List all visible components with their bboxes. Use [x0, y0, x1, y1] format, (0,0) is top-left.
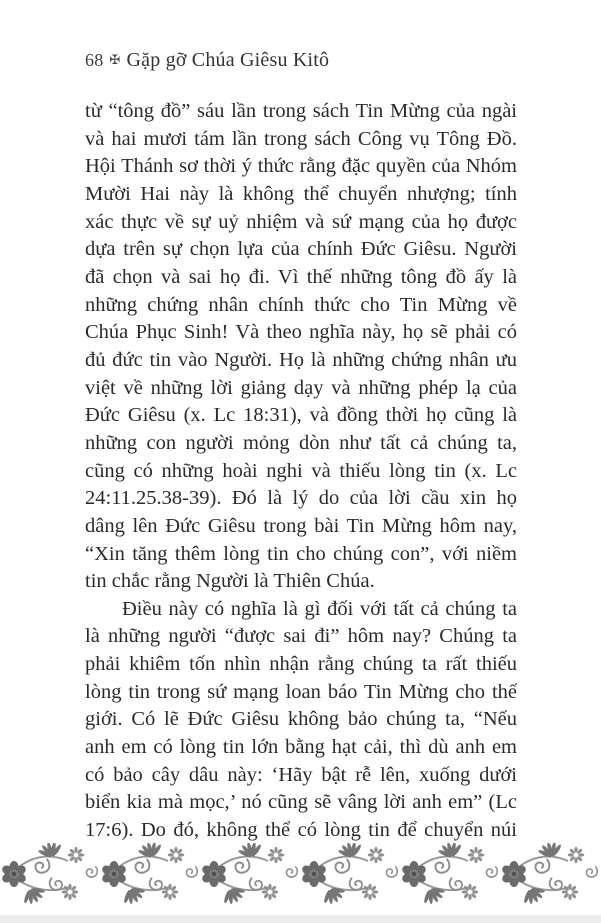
text-line: Điều này có nghĩa là gì đối với tất cả chúng ta	[122, 597, 517, 620]
text-line: dâng lên Đức Giêsu trong bài Tin Mừng hôm nay,	[85, 514, 517, 537]
text-line: biển kia mà mọc,’ nó cũng sẽ vâng lời anh em” (Lc	[85, 791, 517, 814]
book-title: Gặp gỡ Chúa Giêsu Kitô	[126, 49, 330, 71]
text-line: đã chọn và sai họ đi. Vì thế những tông đồ ấy là	[85, 265, 517, 288]
text-line: giới. Có lẽ Đức Giêsu không bảo chúng ta, “Nếu	[85, 708, 517, 731]
text-line: phải khiêm tốn nhìn nhận rằng chúng ta rất thiếu	[85, 653, 517, 676]
text-line: lòng tin trong sứ mạng loan báo Tin Mừng cho thế	[85, 680, 517, 703]
text-line: đủ đức tin vào Người. Họ là những chứng nhân ưu	[85, 348, 517, 371]
text-line: việt về những lời giảng dạy và những phép lạ của	[85, 376, 517, 399]
text-line: 24:11.25.38-39). Đó là lý do của lời cầu xin họ	[85, 487, 517, 510]
page-body	[85, 98, 517, 845]
text-line: anh em có lòng tin lớn bằng hạt cải, thì dù anh em	[85, 736, 517, 759]
page-number: 68	[85, 50, 104, 70]
text-line: Chúa Phục Sinh! Và theo nghĩa này, họ sẽ phải có	[85, 321, 517, 344]
paragraph	[85, 596, 517, 845]
text-line: từ “tông đồ” sáu lần trong sách Tin Mừng của ngài	[85, 100, 517, 122]
page-header	[85, 49, 329, 72]
text-line: là những người “được sai đi” hôm nay? Chúng ta	[85, 625, 517, 648]
text-line: 17:6). Do đó, không thể có lòng tin để chuyển núi	[85, 819, 517, 842]
text-line: xác thực về sự uỷ nhiệm và sứ mạng của họ được	[85, 210, 517, 233]
text-line: Hội Thánh sơ thời ý thức rằng đặc quyền của Nhóm	[85, 155, 517, 178]
text-line: Mười Hai này là không thể chuyển nhượng; tính	[85, 182, 517, 205]
text-line: “Xin tăng thêm lòng tin cho chúng con”, với niềm	[85, 542, 517, 565]
floral-border-ornament	[0, 843, 601, 905]
text-line: tin chắc rằng Người là Thiên Chúa.	[85, 570, 375, 593]
text-line: Đức Giêsu (x. Lc 18:31), và đồng thời họ cũng là	[85, 404, 517, 427]
text-line: những con người mỏng dòn như tất cả chúng ta,	[85, 431, 517, 454]
maltese-cross-icon: ✠	[109, 52, 121, 67]
text-line: cũng có những hoài nghi và thiếu lòng tin (x. Lc	[85, 459, 517, 482]
text-line: và hai mươi tám lần trong sách Công vụ Tông Đồ.	[85, 127, 517, 150]
text-line: có bảo cây dâu này: ‘Hãy bật rễ lên, xuống dưới	[85, 763, 517, 786]
text-line: dựa trên sự chọn lựa của chính Đức Giêsu. Người	[85, 238, 517, 261]
text-line: những chứng nhân chính thức cho Tin Mừng về	[85, 293, 517, 316]
paragraph	[85, 98, 517, 596]
bottom-scrollbar-track[interactable]	[0, 915, 601, 923]
